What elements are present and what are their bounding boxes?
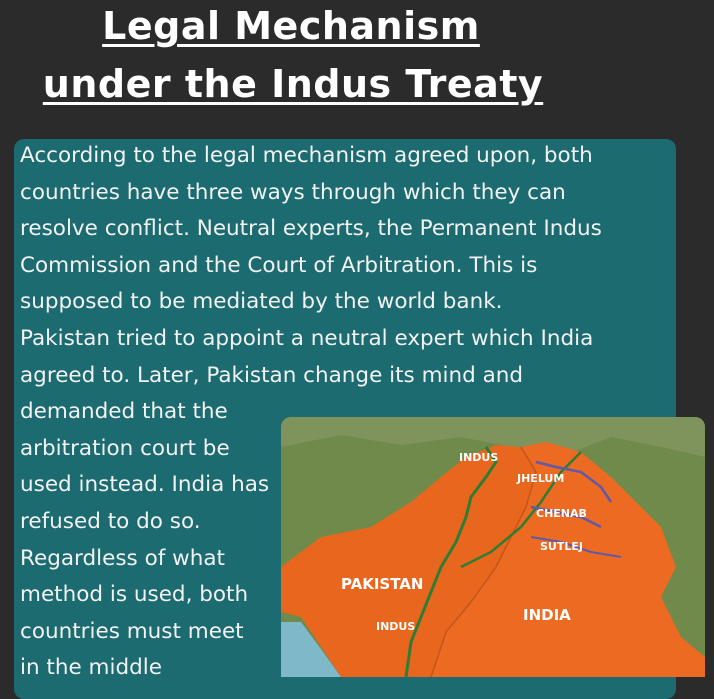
label-jhelum: JHELUM <box>517 472 565 485</box>
body-line: in the middle <box>20 655 162 681</box>
body-line: Commission and the Court of Arbitration. This is <box>20 252 538 278</box>
body-line: countries have three ways through which they can <box>20 179 566 205</box>
body-line: agreed to. Later, Pakistan change its mind and <box>20 362 524 388</box>
body-line: demanded that the <box>20 399 228 425</box>
label-sutlej: SUTLEJ <box>540 540 583 553</box>
body-line: arbitration court be <box>20 435 230 461</box>
map-graphic <box>281 417 705 677</box>
body-line: Regardless of what <box>20 545 225 571</box>
body-line: method is used, both <box>20 582 249 608</box>
label-india: INDIA <box>523 606 571 624</box>
body-line: supposed to be mediated by the world bank. <box>20 289 503 315</box>
indus-basin-map <box>281 417 705 677</box>
label-indus-north: INDUS <box>459 451 499 464</box>
title-line-1: Legal Mechanism <box>102 4 480 48</box>
body-line: resolve conflict. Neutral experts, the Permanent Indus <box>20 216 602 242</box>
title-line-2: under the Indus Treaty <box>42 62 544 106</box>
label-pakistan: PAKISTAN <box>341 575 424 593</box>
body-line: Pakistan tried to appoint a neutral expert which India <box>20 325 594 351</box>
body-line: According to the legal mechanism agreed upon, both <box>20 143 593 168</box>
label-indus-south: INDUS <box>376 620 416 633</box>
body-line: countries must meet <box>20 618 244 644</box>
body-line: refused to do so. <box>20 508 201 534</box>
label-chenab: CHENAB <box>536 507 587 520</box>
body-line: used instead. India has <box>20 472 270 498</box>
